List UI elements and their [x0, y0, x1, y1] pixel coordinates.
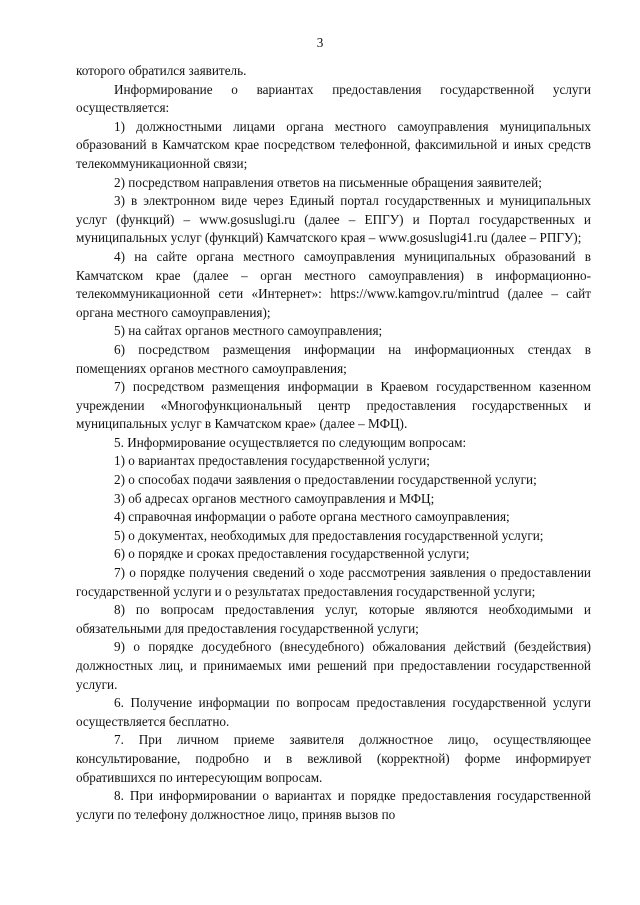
paragraph: 7) о порядке получения сведений о ходе рассмотрения заявления о предоставлении государственной услуги и о результатах предоставления государственной услуги;: [76, 565, 591, 599]
paragraph: 6) посредством размещения информации на информационных стендах в помещениях органов местного самоуправления;: [76, 341, 591, 376]
paragraph: 2) о способах подачи заявления о предоставлении государственной услуги;: [114, 472, 537, 488]
paragraph: 4) справочная информации о работе органа местного самоуправления;: [114, 509, 510, 525]
paragraph: 2) посредством направления ответов на письменные обращения заявителей;: [114, 174, 542, 190]
paragraph: 3) в электронном виде через Единый портал государственных и муниципальных услуг (функций) – www.gosuslugi.ru (далее – ЕПГУ) и Портал государственных и муниципальных услуг (функций) Камчатского края – www.gosuslugi41.ru (далее – РПГУ);: [76, 193, 591, 246]
paragraph: 5. Информирование осуществляется по следующим вопросам:: [114, 434, 467, 450]
paragraph: 1) должностными лицами органа местного самоуправления муниципальных образований в Камчатском крае посредством телефонной, факсимильной и иных средств телекоммуникационной связи;: [76, 118, 591, 171]
document-body: [76, 62, 591, 824]
paragraph: 3) об адресах органов местного самоуправления и МФЦ;: [114, 490, 435, 506]
paragraph: 9) о порядке досудебного (внесудебного) обжалования действий (бездействия) должностных лиц, и принимаемых ими решений при предоставлении государственной услуги.: [76, 639, 591, 692]
paragraph: 7) посредством размещения информации в Краевом государственном казенном учреждении «Многофункциональный центр предоставления государственных и муниципальных услуг в Камчатском крае» (далее – МФЦ).: [76, 379, 591, 432]
paragraph: которого обратился заявитель.: [76, 63, 247, 78]
paragraph: 5) о документах, необходимых для предоставления государственной услуги;: [114, 527, 544, 543]
paragraph: 6) о порядке и сроках предоставления государственной услуги;: [114, 546, 470, 562]
paragraph: 6. Получение информации по вопросам предоставления государственной услуги осуществляется бесплатно.: [76, 695, 591, 729]
paragraph: 1) о вариантах предоставления государственной услуги;: [114, 453, 430, 469]
paragraph: 8) по вопросам предоставления услуг, которые являются необходимыми и обязательными для предоставления государственной услуги;: [76, 602, 591, 636]
paragraph: 7. При личном приеме заявителя должностное лицо, осуществляющее консультирование, подробно и в вежливой (корректной) форме информирует обратившихся по интересующим вопросам.: [76, 732, 591, 785]
paragraph: 5) на сайтах органов местного самоуправления;: [114, 323, 383, 339]
paragraph: Информирование о вариантах предоставления государственной услуги осуществляется:: [76, 81, 591, 116]
page-number: 3: [316, 35, 324, 50]
paragraph: 4) на сайте органа местного самоуправления муниципальных образований в Камчатском крае (далее – орган местного самоуправления) в информационно-телекоммуникационной сети «Интернет»: https://www.kamgov.ru/mintrud (далее – сайт органа местного самоуправления);: [76, 248, 591, 320]
paragraph: 8. При информировании о вариантах и порядке предоставления государственной услуги по телефону должностное лицо, приняв вызов по: [76, 788, 591, 822]
